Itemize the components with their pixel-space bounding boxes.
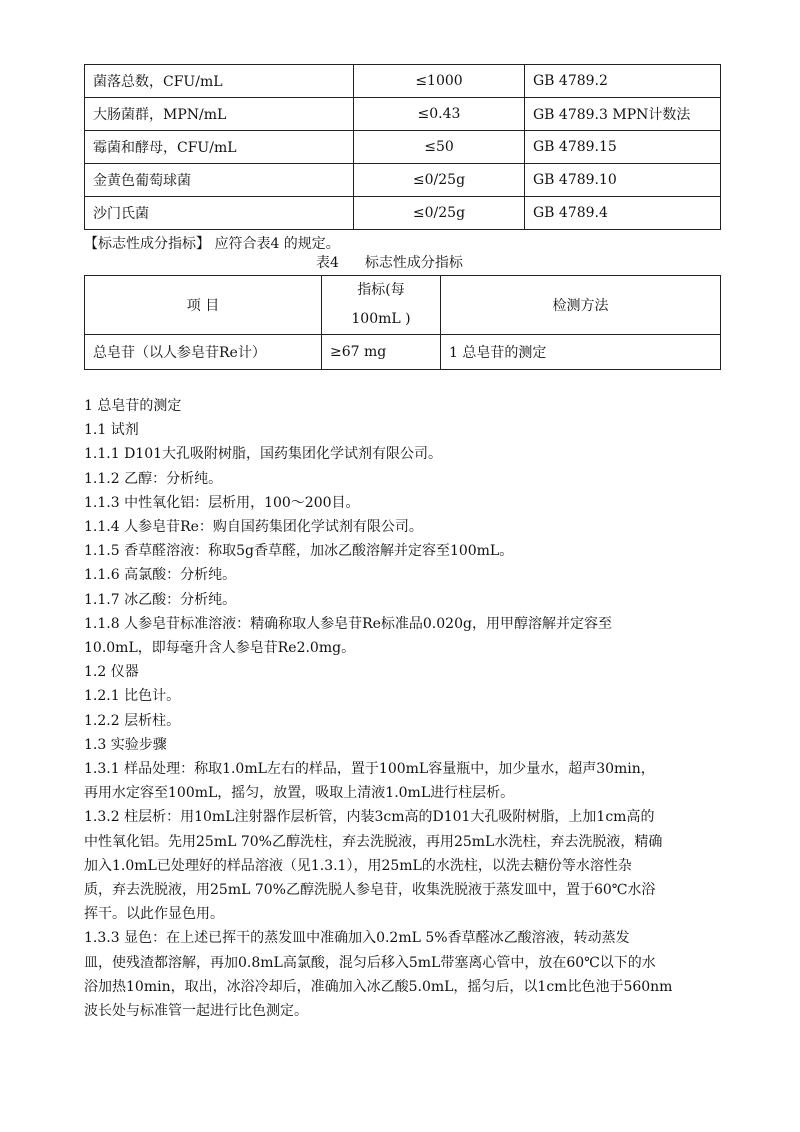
text-line: 1.1.7 冰乙酸：分析纯。 — [84, 591, 237, 608]
limit-cell: ≤0/25g — [354, 164, 525, 197]
header-limit-line2: 100mL ) — [351, 311, 411, 327]
method-cell: GB 4789.4 — [525, 197, 721, 230]
limit-cell: ≤0/25g — [354, 197, 525, 230]
header-limit-line1: 指标(每 — [357, 282, 405, 298]
text-line: 1.2 仪器 — [84, 664, 139, 681]
table-row — [85, 164, 721, 197]
limit-cell: ≥67 mg — [322, 335, 441, 370]
text-line: 1.1 试剂 — [84, 422, 139, 439]
item-cell: 金黄色葡萄球菌 — [85, 164, 354, 197]
text-line: 加入1.0mL已处理好的样品溶液（见1.3.1），用25mL的水洗柱，以洗去糖份等水溶性杂 — [84, 857, 632, 874]
text-line: 浴加热10min，取出，冰浴冷却后，准确加入冰乙酸5.0mL，摇匀后，以1cm比色池于560nm — [84, 978, 673, 995]
item-cell: 大肠菌群，MPN/mL — [85, 98, 354, 131]
limit-cell: ≤1000 — [354, 65, 525, 98]
text-line: 1 总皂苷的测定 — [84, 398, 182, 414]
limit-cell: ≤50 — [354, 131, 525, 164]
table-row — [85, 335, 721, 370]
table-row — [85, 98, 721, 131]
text-line: 中性氧化铝。先用25mL 70%乙醇洗柱，弃去洗脱液，再用25mL水洗柱，弃去洗脱液，精确 — [84, 833, 663, 850]
microbial-limits-table — [84, 64, 721, 230]
method-cell: GB 4789.10 — [525, 164, 721, 197]
text-line: 1.2.2 层析柱。 — [84, 712, 181, 729]
text-line: 1.1.5 香草醛溶液：称取5g香草醛，加冰乙酸溶解并定容至100mL。 — [84, 543, 514, 560]
text-line: 1.3 实验步骤 — [84, 736, 167, 753]
table-header-row — [85, 276, 721, 335]
method-description — [84, 394, 724, 1023]
marker-component-note: 【标志性成分指标】 应符合表4 的规定。 — [84, 236, 340, 252]
method-cell: GB 4789.3 MPN计数法 — [525, 98, 721, 131]
text-line: 挥干。以此作显色用。 — [84, 906, 224, 923]
text-line: 1.1.4 人参皂苷Re：购自国药集团化学试剂有限公司。 — [84, 519, 423, 536]
marker-component-table — [84, 275, 721, 370]
table4-number: 表4 — [316, 255, 339, 271]
text-line: 波长处与标准管一起进行比色测定。 — [84, 1003, 308, 1020]
text-line: 1.3.2 柱层析：用10mL注射器作层析管，内装3cm高的D101大孔吸附树脂，上加1cm高的 — [84, 809, 655, 826]
text-line: 皿，使残渣都溶解，再加0.8mL高氯酸，混匀后移入5mL带塞离心管中，放在60℃以下的水 — [84, 954, 656, 971]
text-line: 1.1.1 D101大孔吸附树脂，国药集团化学试剂有限公司。 — [84, 446, 443, 463]
header-limit — [322, 276, 441, 335]
text-line: 1.3.1 样品处理：称取1.0mL左右的样品，置于100mL容量瓶中，加少量水，超声30min， — [84, 761, 655, 778]
table4-title: 标志性成分指标 — [364, 255, 463, 271]
text-line: 1.2.1 比色计。 — [84, 688, 181, 705]
item-cell: 霉菌和酵母，CFU/mL — [85, 131, 354, 164]
table4-caption — [316, 252, 463, 272]
text-line: 1.1.2 乙醇：分析纯。 — [84, 470, 223, 487]
method-cell: GB 4789.15 — [525, 131, 721, 164]
text-line: 1.1.3 中性氧化铝：层析用，100～200目。 — [84, 494, 360, 511]
item-cell: 沙门氏菌 — [85, 197, 354, 230]
header-method: 检测方法 — [441, 276, 721, 335]
item-cell: 菌落总数，CFU/mL — [85, 65, 354, 98]
text-line: 再用水定容至100mL，摇匀，放置，吸取上清液1.0mL进行柱层析。 — [84, 785, 515, 802]
table-row — [85, 65, 721, 98]
table-row — [85, 131, 721, 164]
header-item: 项 目 — [85, 276, 322, 335]
text-line: 10.0mL，即每毫升含人参皂苷Re2.0mg。 — [84, 640, 356, 657]
method-cell: 1 总皂苷的测定 — [441, 335, 721, 370]
text-line: 1.3.3 显色：在上述已挥干的蒸发皿中准确加入0.2mL 5%香草醛冰乙酸溶液，转动蒸发 — [84, 930, 630, 947]
limit-cell: ≤0.43 — [354, 98, 525, 131]
item-cell: 总皂苷（以人参皂苷Re计） — [85, 335, 322, 370]
text-line: 1.1.8 人参皂苷标准溶液：精确称取人参皂苷Re标准品0.020g，用甲醇溶解并定容至 — [84, 615, 612, 632]
text-line: 质，弃去洗脱液，用25mL 70%乙醇洗脱人参皂苷，收集洗脱液于蒸发皿中，置于60℃水浴 — [84, 882, 656, 899]
text-line: 1.1.6 高氯酸：分析纯。 — [84, 567, 237, 584]
table-row — [85, 197, 721, 230]
method-cell: GB 4789.2 — [525, 65, 721, 98]
